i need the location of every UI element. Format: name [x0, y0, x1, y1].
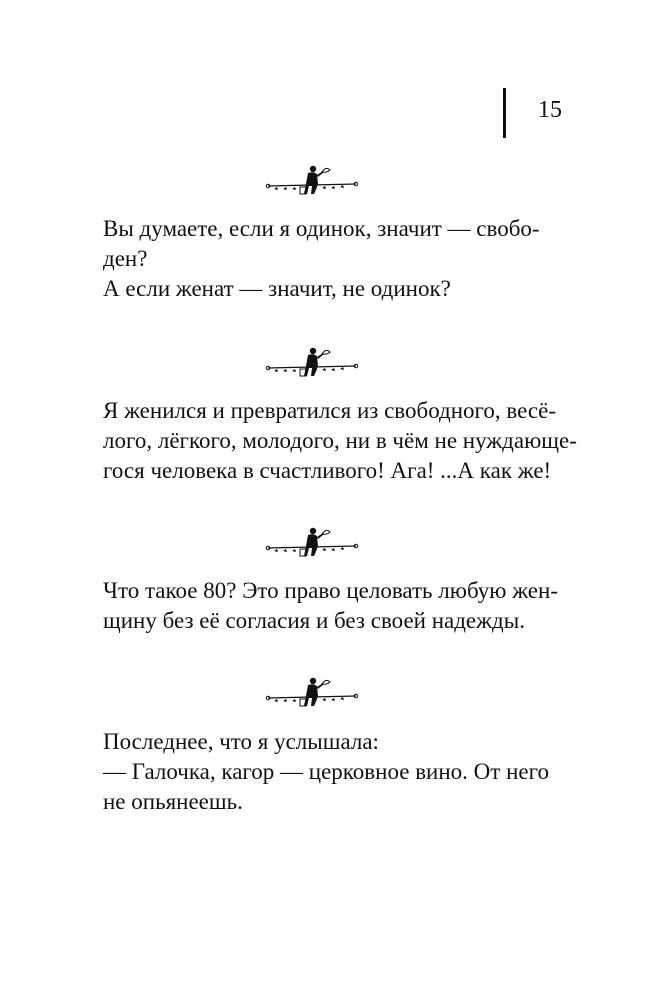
text-line: Последнее, что я услышала: [103, 729, 379, 754]
fisherman-ornament-icon [264, 163, 360, 203]
text-line: гося человека в счастливого! Ага! ...А как же! [103, 458, 552, 483]
ornament [264, 525, 360, 565]
text-line: Я женился и превратился из свободного, весё- [103, 398, 556, 423]
fisherman-ornament-icon [264, 525, 360, 565]
ornament [264, 163, 360, 203]
text-line: ден? [103, 246, 148, 271]
text-line: Вы думаете, если я одинок, значит — свобо- [103, 216, 540, 241]
text-line: Что такое 80? Это право целовать любую жен- [103, 578, 558, 603]
ornament [264, 675, 360, 715]
paragraph [103, 576, 573, 636]
paragraph [103, 727, 573, 817]
text-line: не опьянеешь. [103, 789, 243, 814]
fisherman-ornament-icon [264, 345, 360, 385]
text-line: А если женат — значит, не одинок? [103, 276, 451, 301]
paragraph [103, 396, 577, 486]
text-line: лого, лёгкого, молодого, ни в чём не нуждающе- [103, 428, 577, 453]
page-number: 15 [538, 97, 562, 123]
fisherman-ornament-icon [264, 675, 360, 715]
ornament [264, 345, 360, 385]
page-number-rule [503, 88, 506, 138]
paragraph [103, 214, 573, 304]
text-line: щину без её согласия и без своей надежды. [103, 608, 525, 633]
text-line: — Галочка, кагор — церковное вино. От него [103, 759, 549, 784]
